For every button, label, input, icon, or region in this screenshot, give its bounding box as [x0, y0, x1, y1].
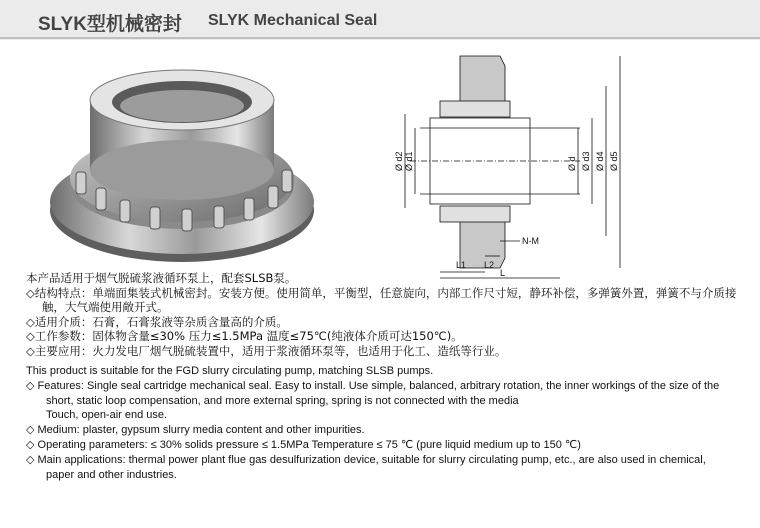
- dim-L2: L2: [484, 260, 495, 270]
- cn-line-2: ◇结构特点：单端面集装式机械密封。安装方便。使用简单，平衡型，任意旋向，内部工作尺寸短，静环补偿，多弹簧外置，弹簧不与介质接: [26, 285, 737, 300]
- english-description: [26, 364, 726, 482]
- dim-d5: Ø d5: [609, 151, 619, 171]
- chinese-description: [26, 271, 737, 358]
- en-line-3: short, static loop compensation, and more external spring, spring is not connected with the media: [46, 394, 519, 407]
- dim-d4: Ø d4: [595, 151, 605, 171]
- cn-line-5: ◇工作参数：固体物含量≤30% 压力≤1.5MPa 温度≤75℃(纯液体介质可达150℃)。: [26, 329, 463, 343]
- en-line-1: This product is suitable for the FGD slurry circulating pump, matching SLSB pumps.: [26, 365, 434, 377]
- dim-d1: Ø d1: [404, 151, 414, 171]
- en-line-6: ◇ Operating parameters: ≤ 30% solids pressure ≤ 1.5MPa Temperature ≤ 75 ℃ (pure liquid medium up to 150 ℃): [26, 438, 581, 451]
- cn-line-3: 触，大气端使用敞开式。: [42, 300, 169, 314]
- dim-NM: N-M: [522, 236, 539, 246]
- en-line-4: Touch, open-air end use.: [46, 409, 168, 422]
- en-line-7: ◇ Main applications: thermal power plant flue gas desulfurization device, suitable for slurry circulating pump, etc., are also used in chemical,: [26, 453, 706, 466]
- dim-L1: L1: [456, 260, 467, 270]
- title-chinese: SLYK型机械密封: [38, 14, 182, 35]
- dim-d3: Ø d3: [581, 151, 591, 171]
- cn-line-1: 本产品适用于烟气脱硫浆液循环泵上，配套SLSB泵。: [26, 271, 297, 285]
- cn-line-4: ◇适用介质：石膏，石膏浆液等杂质含量高的介质。: [26, 314, 288, 329]
- en-line-5: ◇ Medium: plaster, gypsum slurry media content and other impurities.: [26, 424, 365, 437]
- cross-section-drawing: [360, 46, 660, 282]
- header-divider: [0, 37, 760, 39]
- en-line-2: ◇ Features: Single seal cartridge mechanical seal. Easy to install. Use simple, balanced, arbitrary rotation, the inner workings of the size of the: [26, 379, 720, 392]
- product-photo: [42, 60, 318, 268]
- dim-L: L: [500, 268, 506, 278]
- dim-d: Ø d: [567, 156, 577, 171]
- dim-d2: Ø d2: [394, 151, 404, 171]
- title-english: SLYK Mechanical Seal: [208, 12, 378, 29]
- en-line-8: paper and other industries.: [46, 468, 177, 481]
- cn-line-6: ◇主要应用：火力发电厂烟气脱硫装置中，适用于浆液循环泵等，也适用于化工、造纸等行业。: [26, 343, 507, 358]
